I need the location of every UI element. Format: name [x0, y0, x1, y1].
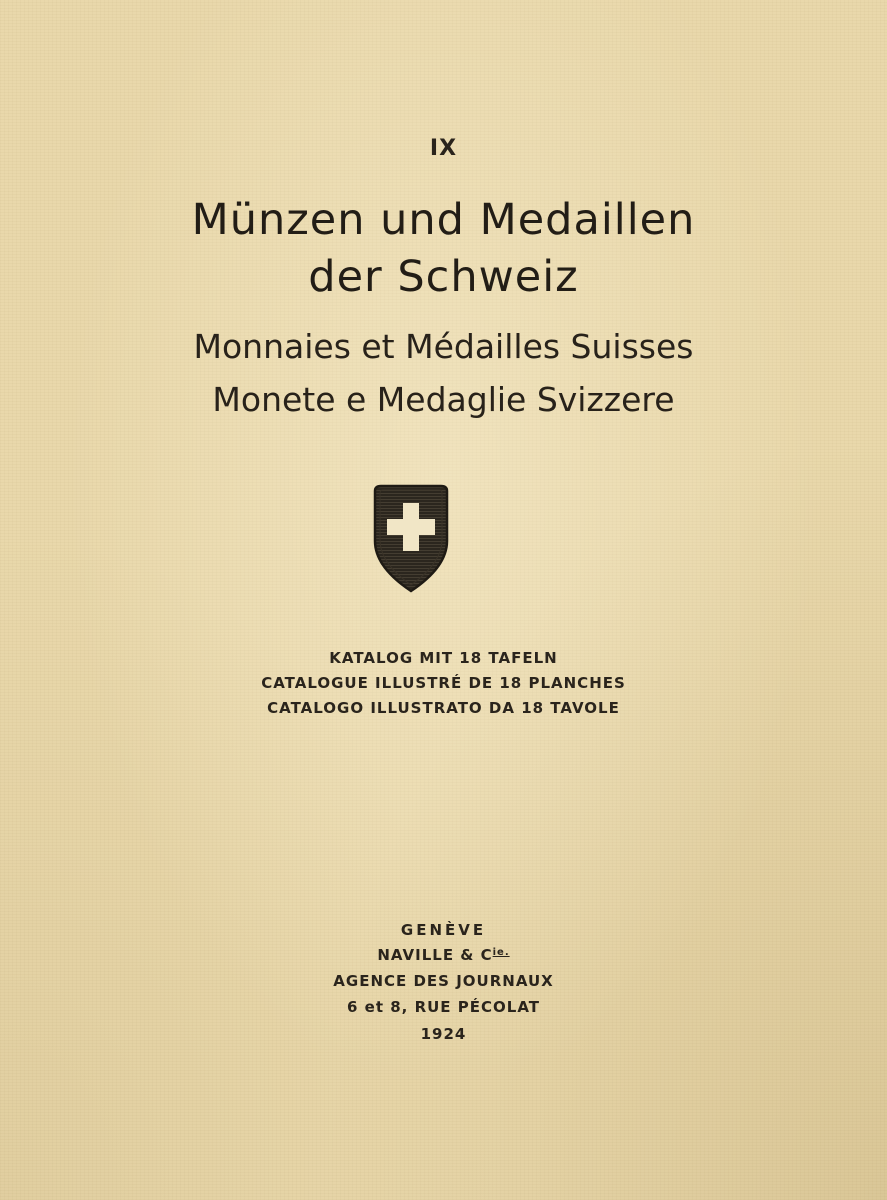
imprint-agency: AGENCE DES JOURNAUX	[333, 972, 554, 990]
volume-number: IX	[429, 136, 458, 161]
swiss-cross-shield-icon	[369, 483, 453, 595]
title-french: Monnaies et Médailles Suisses	[193, 327, 694, 366]
title-german-line-1: Münzen und Medaillen	[191, 195, 696, 245]
imprint-publisher	[0, 946, 887, 964]
catalogue-line-german: KATALOG MIT 18 TAFELN	[329, 649, 558, 667]
title-german-line-2: der Schweiz	[308, 252, 579, 302]
catalogue-line-french: CATALOGUE ILLUSTRÉ DE 18 PLANCHES	[261, 674, 626, 692]
imprint-address: 6 et 8, RUE PÉCOLAT	[346, 998, 541, 1016]
catalogue-line-italian: CATALOGO ILLUSTRATO DA 18 TAVOLE	[267, 699, 620, 717]
imprint-city: GENÈVE	[400, 921, 487, 939]
imprint-publisher-suffix: ie.	[492, 947, 510, 958]
title-italian: Monete e Medaglie Svizzere	[212, 380, 675, 419]
imprint-publisher-name: NAVILLE & C	[377, 946, 493, 964]
imprint-year: 1924	[420, 1025, 467, 1043]
